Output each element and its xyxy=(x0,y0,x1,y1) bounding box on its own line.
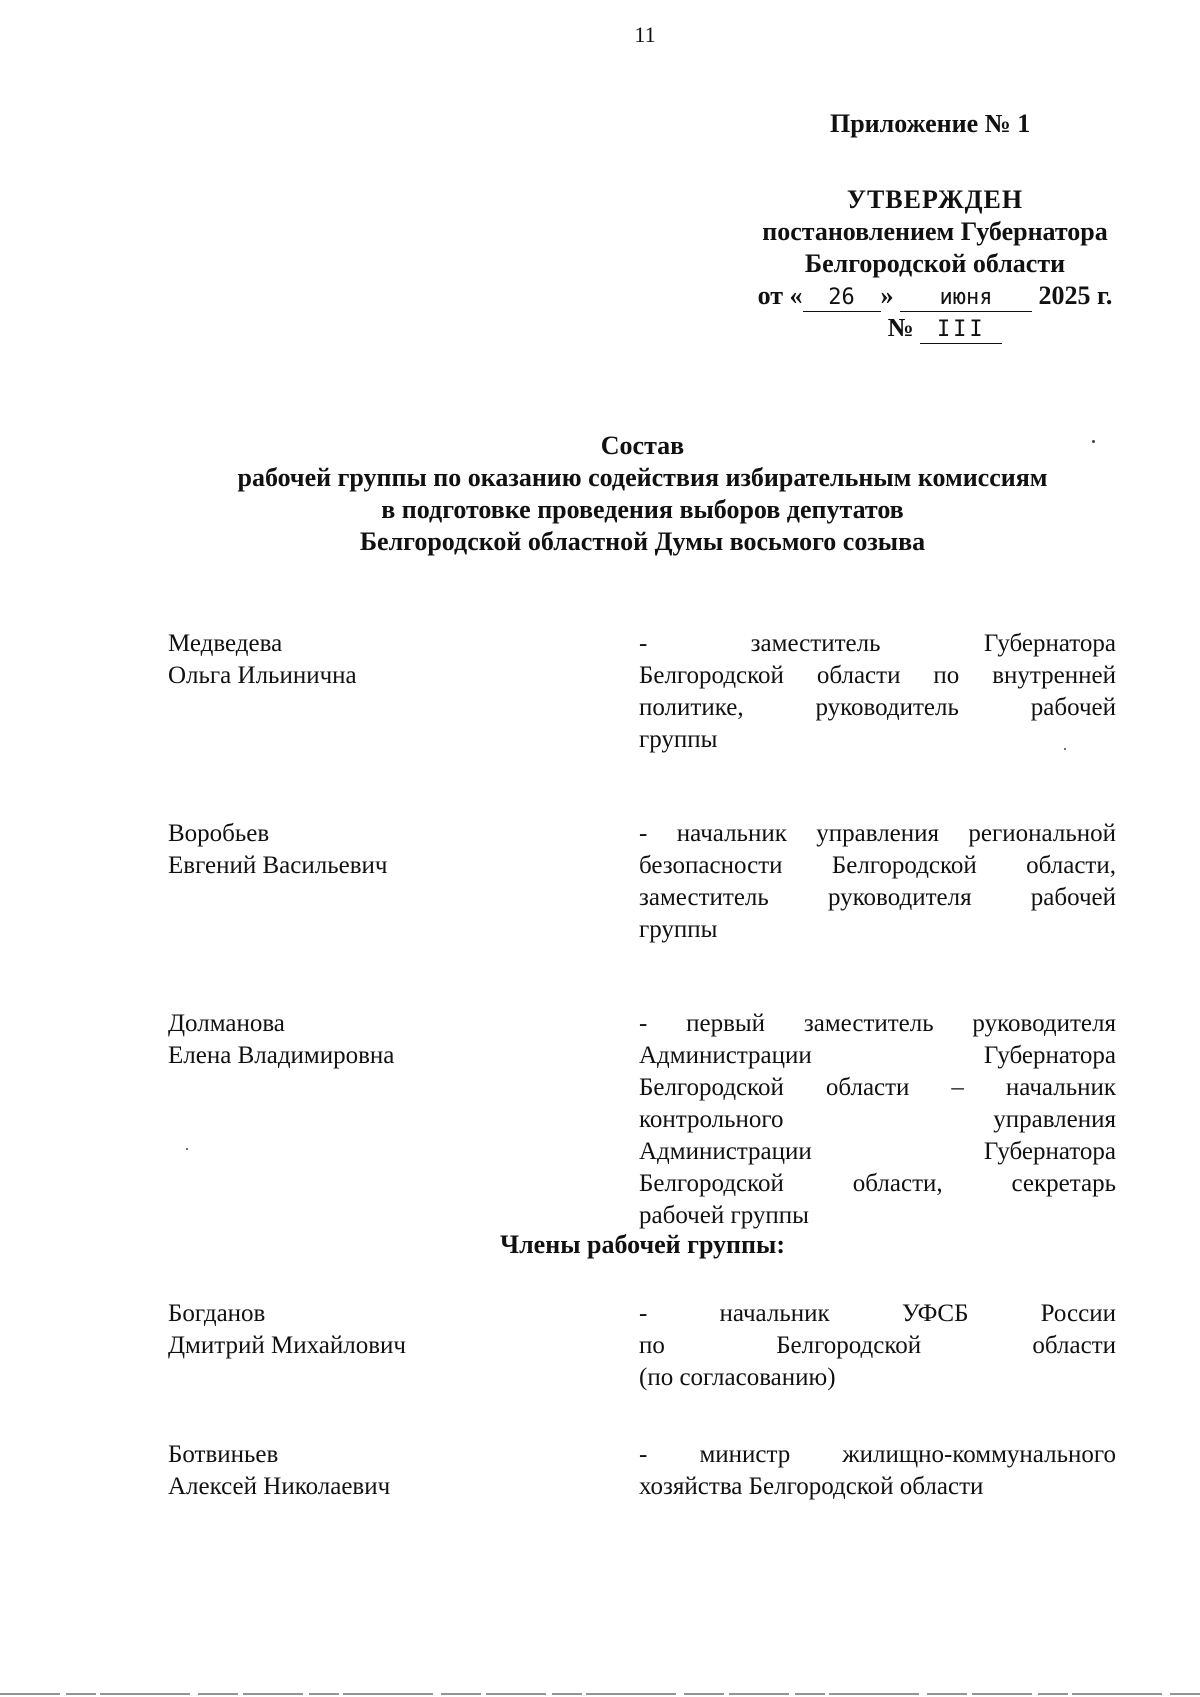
document-title xyxy=(0,430,1200,558)
approved-by-line: постановлением Губернатора xyxy=(762,217,1108,246)
members-heading: Члены рабочей группы: xyxy=(500,1230,785,1259)
member-name xyxy=(168,1439,639,1503)
scan-speck xyxy=(1064,748,1066,750)
member-entry xyxy=(168,1439,1116,1503)
member-surname: Ботвиньев xyxy=(168,1441,279,1468)
number-prefix: № xyxy=(887,313,914,342)
role-line: контрольного управления xyxy=(639,1106,1116,1133)
role-line: - первый заместитель руководителя xyxy=(639,1010,1116,1037)
role-line: по Белгородской области xyxy=(639,1332,1116,1359)
role-line: - начальник управления региональной xyxy=(639,820,1116,847)
scan-speck xyxy=(186,1148,188,1150)
role-line: Белгородской области, секретарь xyxy=(639,1170,1116,1197)
role-line: - начальник УФСБ России xyxy=(639,1300,1116,1327)
members-list xyxy=(168,1298,1116,1503)
date-prefix: от « xyxy=(757,281,803,310)
scan-speck xyxy=(1092,440,1095,443)
member-surname: Богданов xyxy=(168,1300,266,1327)
member-surname: Медведева xyxy=(168,630,283,657)
role-line: Белгородской области по внутренней xyxy=(639,662,1116,689)
date-day-field: 26 xyxy=(803,285,881,312)
role-line: политике, руководитель рабочей xyxy=(639,694,1116,721)
member-given-names: Елена Владимировна xyxy=(168,1042,395,1069)
member-role xyxy=(639,1298,1116,1394)
appendix-label: Приложение № 1 xyxy=(830,109,1031,138)
scan-bottom-edge xyxy=(0,1689,1200,1697)
member-role xyxy=(639,628,1116,756)
page-number: 11 xyxy=(634,22,656,47)
member-entry xyxy=(168,1298,1116,1394)
member-name xyxy=(168,818,639,882)
role-line: Администрации Губернатора xyxy=(639,1138,1116,1165)
member-surname: Воробьев xyxy=(168,820,270,847)
date-month-field: июня xyxy=(900,285,1032,312)
title-line-4: Белгородской областной Думы восьмого созыва xyxy=(359,527,926,556)
role-line: заместитель руководителя рабочей xyxy=(639,884,1116,911)
member-name xyxy=(168,1008,639,1072)
title-line-2: рабочей группы по оказанию содействия избирательным комиссиям xyxy=(237,463,1048,492)
leaders-list xyxy=(168,628,1116,1232)
approval-stamp-block xyxy=(740,108,1130,344)
approved-region-line: Белгородской области xyxy=(804,249,1066,278)
member-given-names: Алексей Николаевич xyxy=(168,1473,391,1500)
member-entry xyxy=(168,628,1116,756)
approval-date-line xyxy=(740,280,1130,312)
role-line: безопасности Белгородской области, xyxy=(639,852,1116,879)
member-given-names: Дмитрий Михайлович xyxy=(168,1332,406,1359)
approved-heading: УТВЕРЖДЕН xyxy=(846,185,1024,214)
title-line-1: Состав xyxy=(600,431,685,460)
member-role xyxy=(639,1439,1116,1503)
role-line: рабочей группы xyxy=(639,1202,809,1229)
member-name xyxy=(168,628,639,692)
member-entry xyxy=(168,818,1116,946)
date-year: 2025 г. xyxy=(1038,281,1113,310)
role-line: - заместитель Губернатора xyxy=(639,630,1116,657)
role-line: группы xyxy=(639,726,718,753)
role-line: - министр жилищно-коммунального xyxy=(639,1441,1116,1468)
role-line: Белгородской области – начальник xyxy=(639,1074,1116,1101)
approval-number-line xyxy=(760,312,1130,344)
title-line-3: в подготовке проведения выборов депутатов xyxy=(381,495,904,524)
member-role xyxy=(639,1008,1116,1232)
member-role xyxy=(639,818,1116,946)
member-given-names: Ольга Ильинична xyxy=(168,662,357,689)
document-number-field: III xyxy=(920,317,1002,344)
member-given-names: Евгений Васильевич xyxy=(168,852,388,879)
member-entry xyxy=(168,1008,1116,1232)
role-line: хозяйства Белгородской области xyxy=(639,1473,984,1500)
date-mid: » xyxy=(880,281,894,310)
member-surname: Долманова xyxy=(168,1010,285,1037)
member-name xyxy=(168,1298,639,1362)
role-line: Администрации Губернатора xyxy=(639,1042,1116,1069)
role-line: (по согласованию) xyxy=(639,1364,836,1391)
role-line: группы xyxy=(639,916,718,943)
